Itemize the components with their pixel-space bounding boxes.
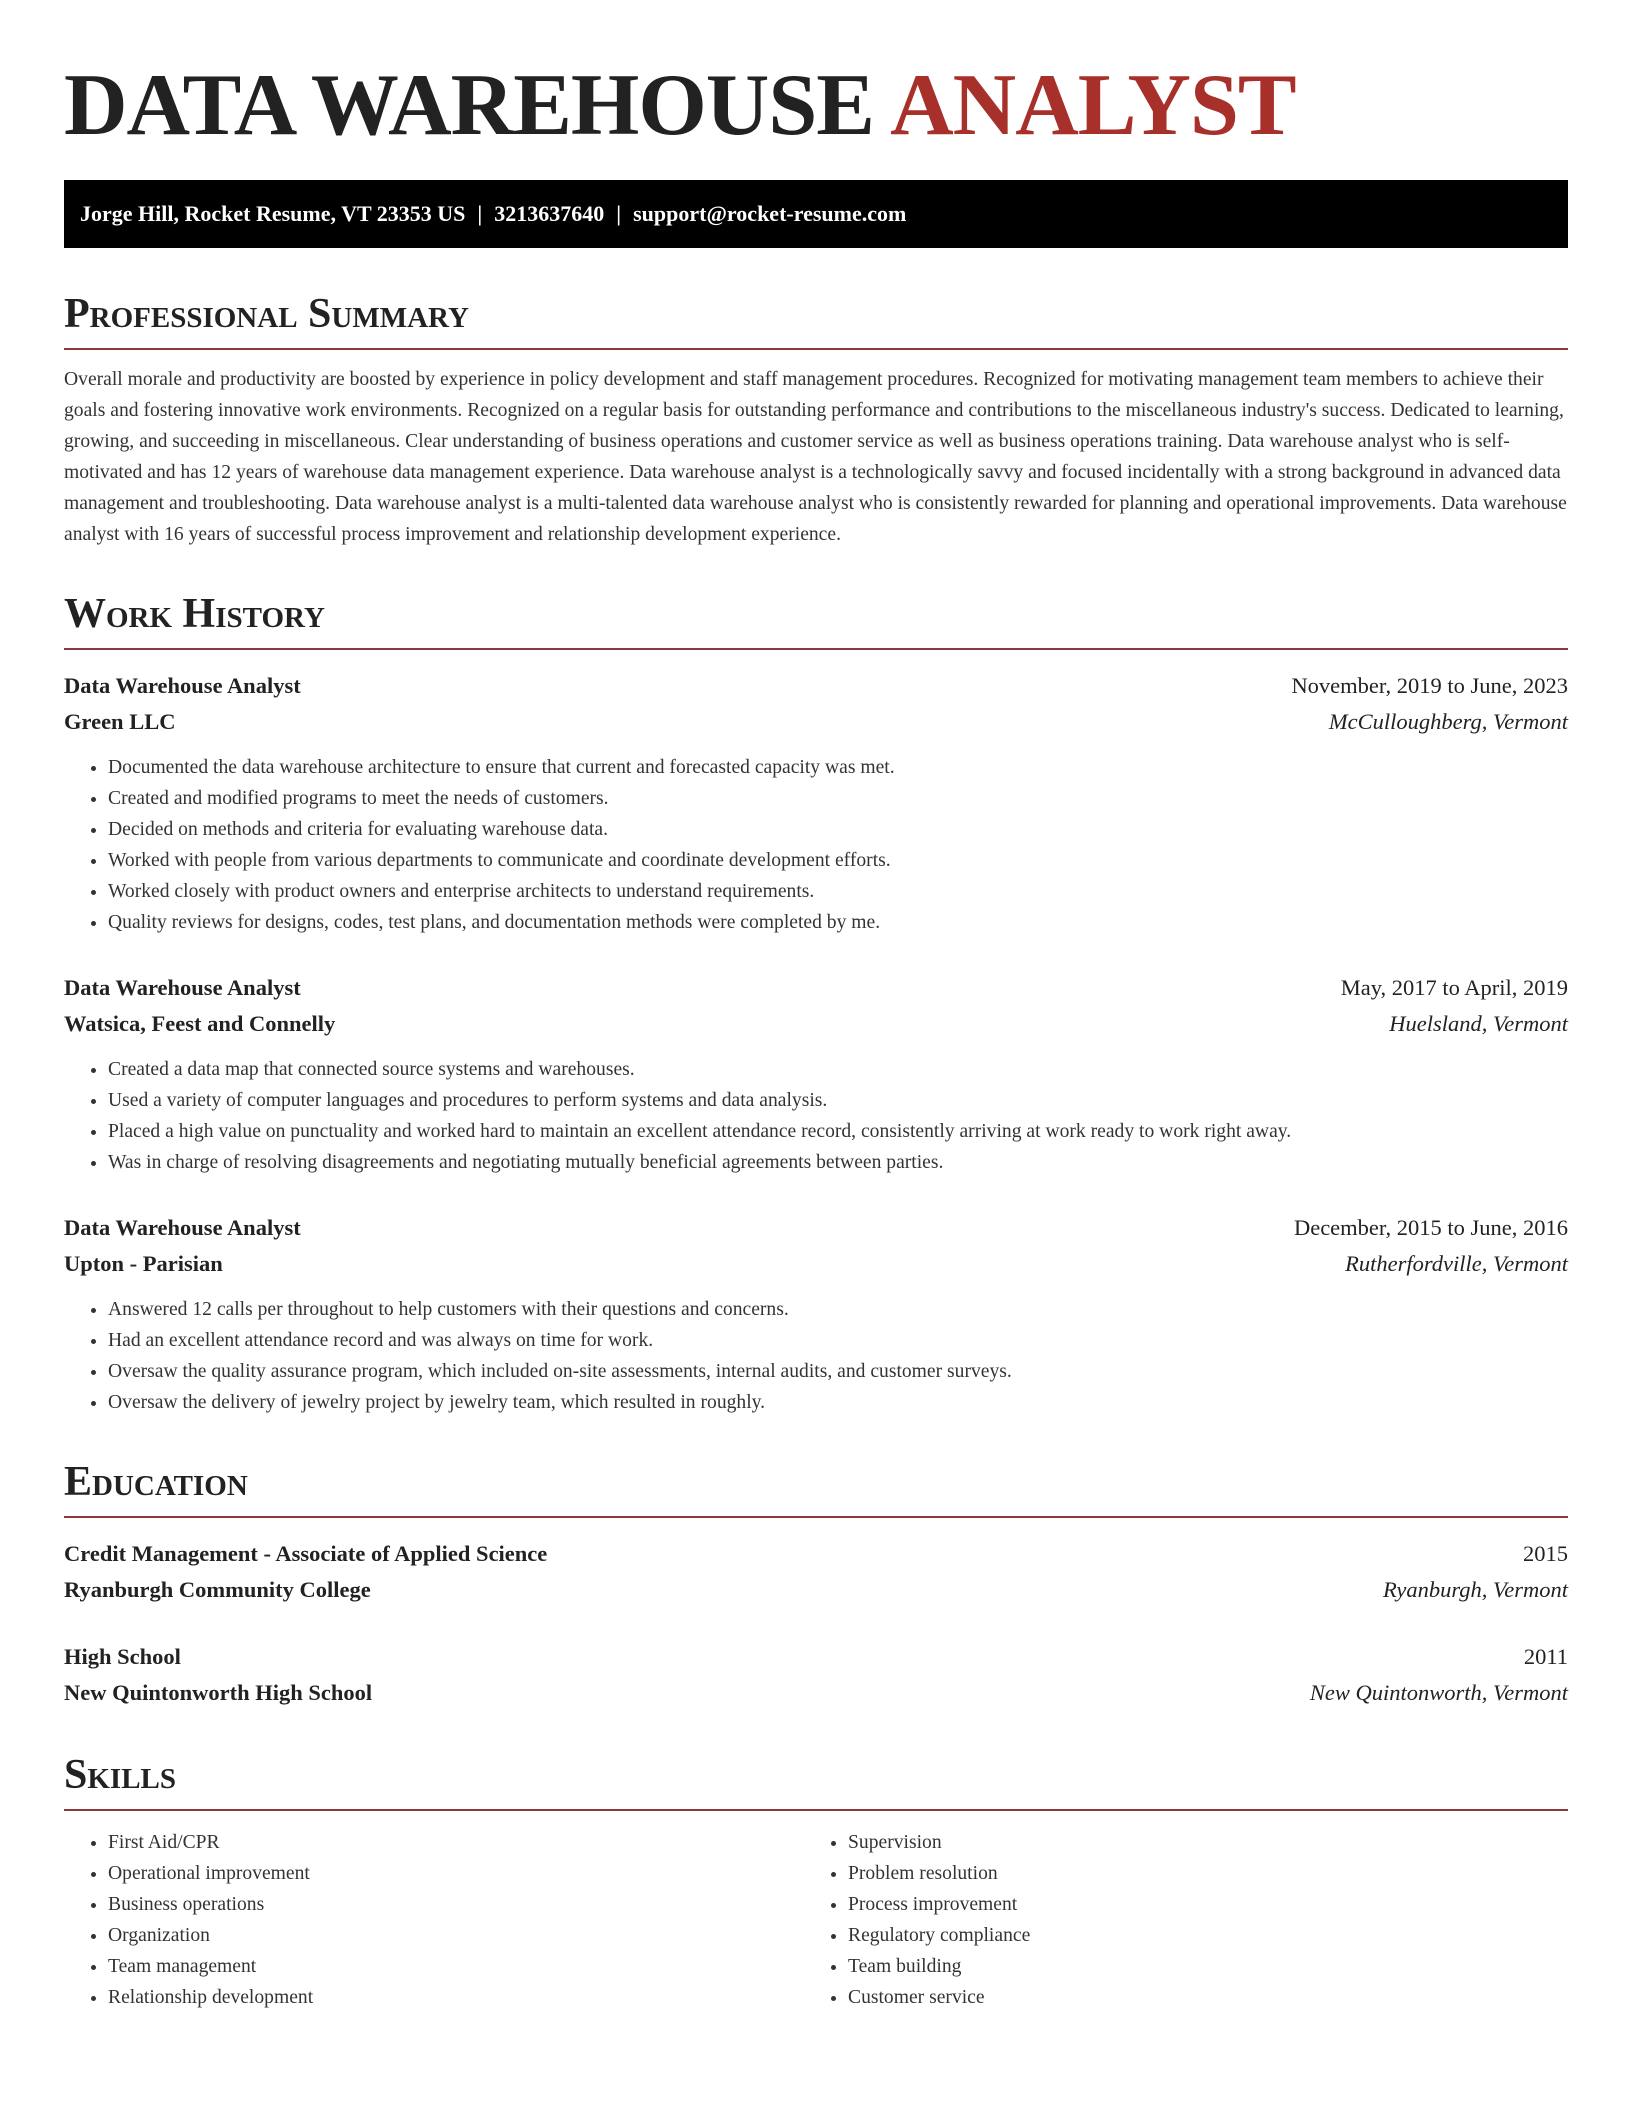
contact-address: Jorge Hill, Rocket Resume, VT 23353 US	[80, 201, 466, 226]
title-main: DATA WAREHOUSE	[64, 57, 874, 154]
job-header-row	[64, 1210, 1568, 1246]
job-location: Huelsland, Vermont	[1389, 1011, 1568, 1036]
list-item: • Created and modified programs to meet the needs of customers.	[108, 783, 1568, 814]
education-degree: Credit Management - Associate of Applied Science	[64, 1541, 548, 1566]
list-item: • Oversaw the delivery of jewelry project by jewelry team, which resulted in roughly.	[108, 1387, 1568, 1418]
list-item: • Organization	[108, 1920, 804, 1951]
list-item: • Worked closely with product owners and enterprise architects to understand requirements.	[108, 876, 1568, 907]
job-dates: December, 2015 to June, 2016	[1293, 1215, 1568, 1240]
resume-page	[64, 0, 1568, 2013]
skills-right-column	[804, 1827, 1544, 2013]
summary-heading: Professional Summary	[64, 290, 1568, 350]
list-item: • Had an excellent attendance record and was always on time for work.	[108, 1325, 1568, 1356]
list-item: • Created a data map that connected source systems and warehouses.	[108, 1054, 1568, 1085]
education-location: Ryanburgh, Vermont	[1383, 1577, 1568, 1602]
job-location: McCulloughberg, Vermont	[1328, 709, 1568, 734]
education-degree: High School	[64, 1644, 181, 1669]
list-item: • Used a variety of computer languages and procedures to perform systems and data analysis.	[108, 1085, 1568, 1116]
education-entry	[64, 1536, 1568, 1608]
job-title: Data Warehouse Analyst	[64, 975, 301, 1000]
job-title: Data Warehouse Analyst	[64, 1215, 301, 1240]
list-item: • First Aid/CPR	[108, 1827, 804, 1858]
work-history-heading: Work History	[64, 590, 1568, 650]
list-item: • Was in charge of resolving disagreements and negotiating mutually beneficial agreements between parties.	[108, 1147, 1568, 1178]
job-entry	[64, 1210, 1568, 1418]
education-degree-row	[64, 1536, 1568, 1572]
education-degree-row	[64, 1639, 1568, 1675]
list-item: • Operational improvement	[108, 1858, 804, 1889]
list-item: • Supervision	[848, 1827, 1544, 1858]
contact-separator: |	[477, 201, 483, 226]
job-company-row	[64, 1246, 1568, 1282]
education-entry	[64, 1639, 1568, 1711]
summary-text: Overall morale and productivity are boosted by experience in policy development and staff management procedures. Recognized for motivating management team members to achieve their goals and fostering innovative work environments. Recognized on a regular basis for outstanding performance and contributions to the miscellaneous industry's success. Dedicated to learning, growing, and succeeding in miscellaneous. Clear understanding of business operations and customer service as well as business operations training. Data warehouse analyst who is self-motivated and has 12 years of warehouse data management experience. Data warehouse analyst is a technologically savvy and focused incidentally with a strong background in advanced data management and troubleshooting. Data warehouse analyst is a multi-talented data warehouse analyst who is consistently rewarded for planning and operational improvements. Data warehouse analyst with 16 years of successful process improvement and relationship development experience.	[64, 369, 1567, 545]
job-bullets	[64, 1054, 1568, 1178]
job-header-row	[64, 970, 1568, 1006]
job-dates: November, 2019 to June, 2023	[1291, 673, 1568, 698]
job-location: Rutherfordville, Vermont	[1345, 1251, 1568, 1276]
list-item: • Quality reviews for designs, codes, test plans, and documentation methods were completed by me.	[108, 907, 1568, 938]
job-company-row	[64, 1006, 1568, 1042]
job-entry	[64, 970, 1568, 1178]
education-location: New Quintonworth, Vermont	[1309, 1680, 1568, 1705]
job-dates: May, 2017 to April, 2019	[1340, 975, 1568, 1000]
list-item: • Team building	[848, 1951, 1544, 1982]
job-header-row	[64, 668, 1568, 704]
list-item: • Documented the data warehouse architecture to ensure that current and forecasted capacity was met.	[108, 752, 1568, 783]
list-item: • Regulatory compliance	[848, 1920, 1544, 1951]
education-heading: Education	[64, 1458, 1568, 1518]
list-item: • Team management	[108, 1951, 804, 1982]
contact-bar	[64, 180, 1568, 248]
contact-email: support@rocket-resume.com	[633, 201, 907, 226]
education-school-row	[64, 1572, 1568, 1608]
job-bullets	[64, 1294, 1568, 1418]
job-bullets	[64, 752, 1568, 938]
education-school: New Quintonworth High School	[64, 1680, 373, 1705]
contact-separator: |	[616, 201, 622, 226]
education-school-row	[64, 1675, 1568, 1711]
skills-left-column	[64, 1827, 804, 2013]
list-item: • Problem resolution	[848, 1858, 1544, 1889]
skills-columns	[64, 1827, 1568, 2013]
list-item: • Oversaw the quality assurance program, which included on-site assessments, internal audits, and customer surveys.	[108, 1356, 1568, 1387]
list-item: • Worked with people from various departments to communicate and coordinate development efforts.	[108, 845, 1568, 876]
list-item: • Customer service	[848, 1982, 1544, 2013]
list-item: • Decided on methods and criteria for evaluating warehouse data.	[108, 814, 1568, 845]
job-company-row	[64, 704, 1568, 740]
job-company: Watsica, Feest and Connelly	[64, 1011, 336, 1036]
job-company: Upton - Parisian	[64, 1251, 223, 1276]
resume-title	[64, 0, 1568, 154]
list-item: • Answered 12 calls per throughout to help customers with their questions and concerns.	[108, 1294, 1568, 1325]
list-item: • Placed a high value on punctuality and worked hard to maintain an excellent attendance record, consistently arriving at work ready to work right away.	[108, 1116, 1568, 1147]
education-year: 2015	[1523, 1541, 1568, 1566]
education-school: Ryanburgh Community College	[64, 1577, 371, 1602]
list-item: • Relationship development	[108, 1982, 804, 2013]
job-company: Green LLC	[64, 709, 176, 734]
education-year: 2011	[1523, 1644, 1568, 1669]
list-item: • Process improvement	[848, 1889, 1544, 1920]
job-title: Data Warehouse Analyst	[64, 673, 301, 698]
contact-phone: 3213637640	[494, 201, 605, 226]
skills-heading: Skills	[64, 1751, 1568, 1811]
title-accent: ANALYST	[890, 57, 1296, 154]
list-item: • Business operations	[108, 1889, 804, 1920]
job-entry	[64, 668, 1568, 938]
